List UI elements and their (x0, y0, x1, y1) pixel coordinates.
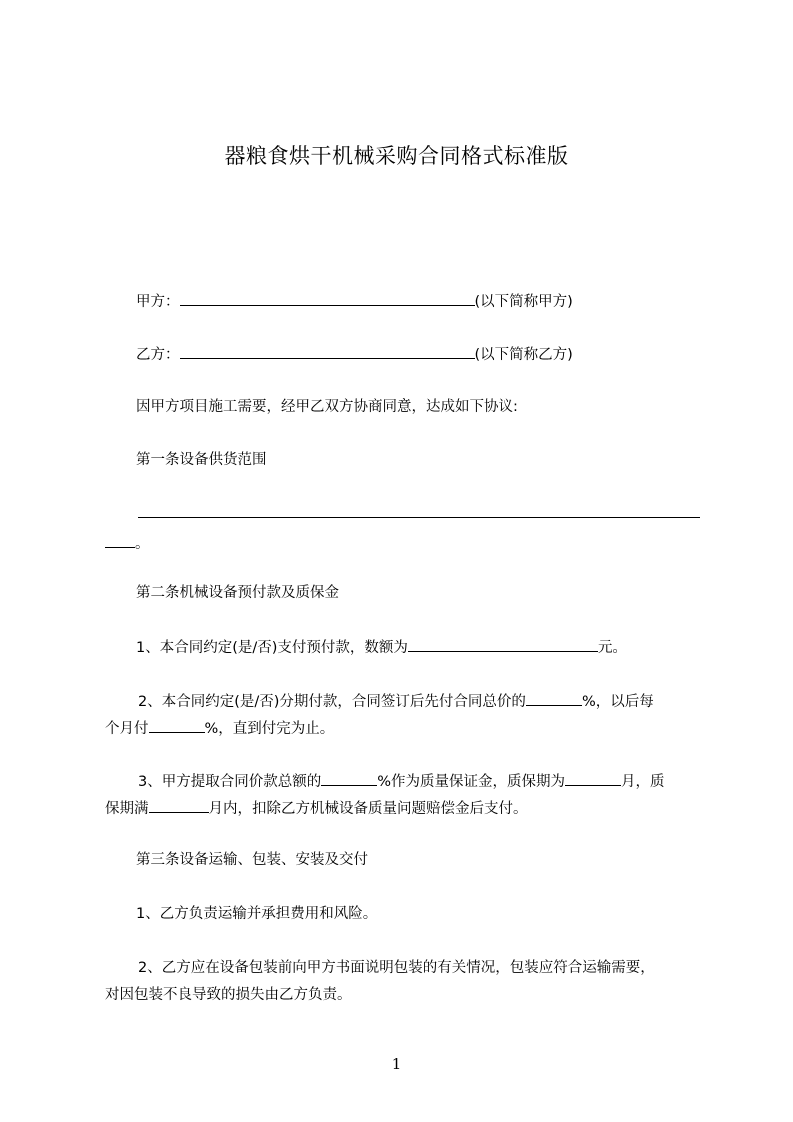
clause-1-prefix: 1、本合同约定(是/否)支付预付款，数额为 (136, 640, 408, 656)
clause-3-text-c: 月，质 (621, 774, 665, 790)
article-1-end: 。 (135, 536, 150, 552)
party-a-suffix: (以下简称甲方) (474, 294, 573, 310)
party-a-blank[interactable] (180, 290, 475, 306)
party-b-suffix: (以下简称乙方) (474, 347, 573, 363)
article-2-clause-3-line-2 (105, 797, 705, 819)
article-3-clause-1: 1、乙方负责运输并承担费用和风险。 (136, 906, 378, 922)
party-a-line (136, 290, 736, 312)
article-2-clause-1 (136, 636, 736, 658)
payout-months-blank[interactable] (149, 797, 209, 813)
party-b-blank[interactable] (180, 343, 475, 359)
party-b-label: 乙方： (136, 347, 180, 363)
party-b-line (136, 343, 736, 365)
clause-3-text-e: 月内，扣除乙方机械设备质量问题赔偿金后支付。 (208, 801, 528, 817)
party-a-label: 甲方： (136, 294, 180, 310)
article-2-clause-2-line-1 (138, 690, 738, 712)
article-1-blank[interactable] (138, 517, 700, 518)
article-1-heading: 第一条设备供货范围 (136, 452, 267, 468)
warranty-months-blank[interactable] (565, 770, 621, 786)
page-number: 1 (391, 1055, 402, 1073)
clause-3-text-a: 3、甲方提取合同价款总额的 (138, 774, 322, 790)
clause-1-suffix: 元。 (597, 640, 627, 656)
first-payment-percent-blank[interactable] (526, 690, 582, 706)
article-2-clause-2-line-2 (105, 717, 705, 739)
clause-3-text-d: 保期满 (105, 801, 149, 817)
monthly-percent-blank[interactable] (149, 717, 205, 733)
article-3-heading: 第三条设备运输、包装、安装及交付 (136, 852, 368, 868)
advance-amount-blank[interactable] (408, 636, 598, 652)
article-2-heading: 第二条机械设备预付款及质保金 (136, 585, 339, 601)
clause-2-text-a: 2、本合同约定(是/否)分期付款，合同签订后先付合同总价的 (138, 694, 526, 710)
article-3-clause-2-line-2: 对因包装不良导致的损失由乙方负责。 (105, 987, 352, 1003)
clause-3-text-b: %作为质量保证金，质保期为 (377, 774, 566, 790)
intro-paragraph: 因甲方项目施工需要，经甲乙双方协商同意，达成如下协议: (136, 399, 518, 415)
article-3-clause-2-line-1: 2、乙方应在设备包装前向甲方书面说明包装的有关情况，包装应符合运输需要， (138, 960, 655, 976)
article-1-end-line (105, 532, 705, 554)
clause-2-text-d: %，直到付完为止。 (204, 721, 335, 737)
document-title: 器粮食烘干机械采购合同格式标准版 (224, 144, 569, 168)
clause-2-text-c: 个月付 (105, 721, 149, 737)
clause-2-text-b: %，以后每 (581, 694, 654, 710)
article-2-clause-3-line-1 (138, 770, 738, 792)
retention-percent-blank[interactable] (321, 770, 377, 786)
article-1-blank-cont[interactable] (105, 532, 135, 548)
